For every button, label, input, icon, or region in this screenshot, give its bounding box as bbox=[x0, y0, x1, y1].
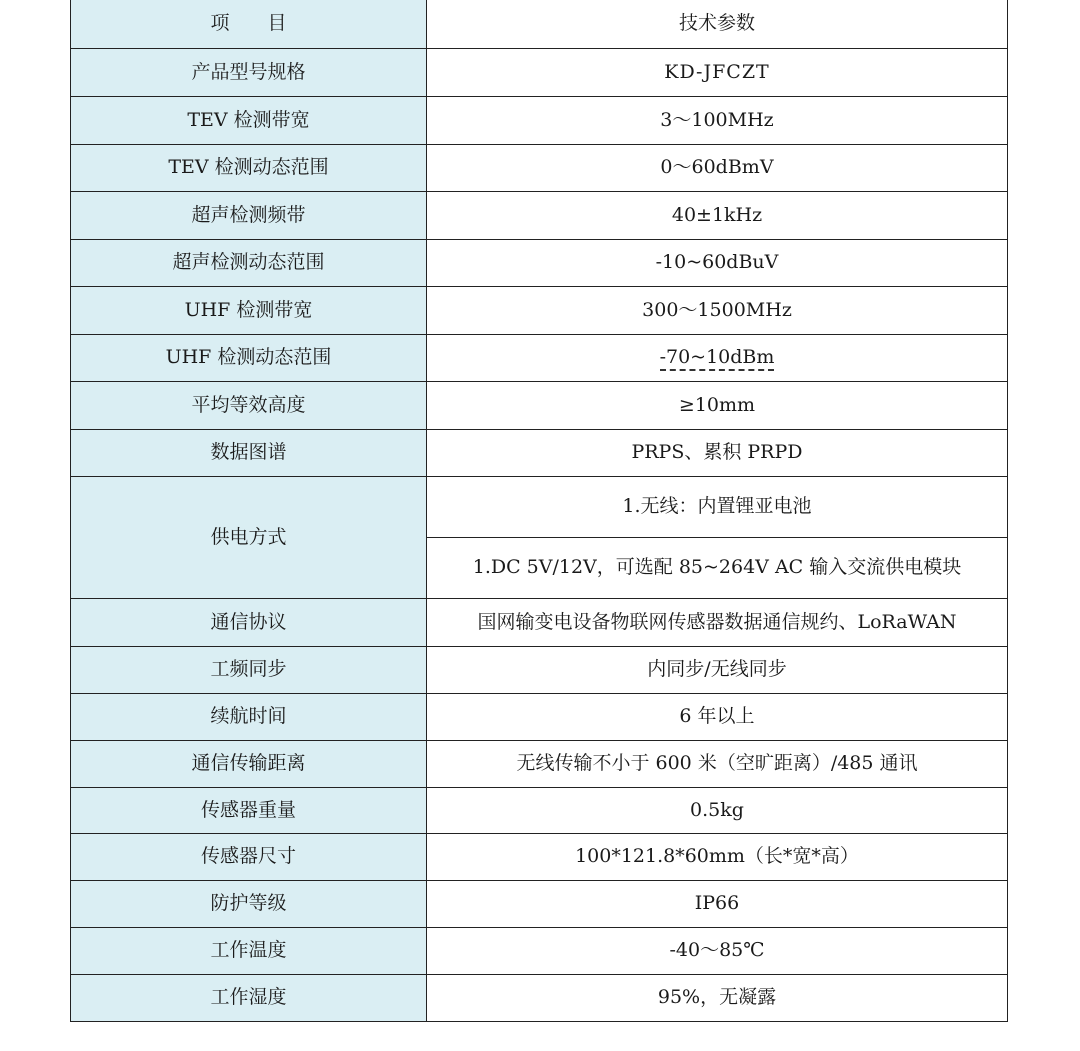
row-value: 40±1kHz bbox=[427, 191, 1008, 239]
row-value: -40～85℃ bbox=[427, 927, 1008, 974]
row-value: ≥10mm bbox=[427, 381, 1008, 429]
row-value: -10~60dBuV bbox=[427, 239, 1008, 286]
row-value: 内同步/无线同步 bbox=[427, 646, 1008, 693]
row-label: 工作湿度 bbox=[71, 974, 427, 1021]
row-label: 防护等级 bbox=[71, 880, 427, 927]
row-label: 工频同步 bbox=[71, 646, 427, 693]
table-row bbox=[71, 598, 1008, 646]
row-label: UHF 检测带宽 bbox=[71, 286, 427, 334]
row-label: 工作温度 bbox=[71, 927, 427, 974]
row-label: 续航时间 bbox=[71, 693, 427, 740]
table-row bbox=[71, 48, 1008, 96]
row-value: KD-JFCZT bbox=[427, 48, 1008, 96]
row-value: 95%，无凝露 bbox=[427, 974, 1008, 1021]
header-param: 技术参数 bbox=[427, 0, 1008, 48]
table-row bbox=[71, 429, 1008, 476]
row-label: 平均等效高度 bbox=[71, 381, 427, 429]
row-value: 1.DC 5V/12V，可选配 85~264V AC 输入交流供电模块 bbox=[427, 537, 1008, 598]
table-row bbox=[71, 476, 1008, 537]
row-label: 产品型号规格 bbox=[71, 48, 427, 96]
row-label: TEV 检测带宽 bbox=[71, 96, 427, 144]
table-row bbox=[71, 927, 1008, 974]
row-value: 3～100MHz bbox=[427, 96, 1008, 144]
spec-table bbox=[70, 0, 1008, 1022]
table-row bbox=[71, 833, 1008, 880]
table-row bbox=[71, 787, 1008, 833]
row-value: 0～60dBmV bbox=[427, 144, 1008, 191]
table-row bbox=[71, 880, 1008, 927]
table-row bbox=[71, 740, 1008, 787]
row-label: 超声检测动态范围 bbox=[71, 239, 427, 286]
row-label: 供电方式 bbox=[71, 476, 427, 598]
table-row bbox=[71, 381, 1008, 429]
row-value bbox=[427, 334, 1008, 381]
table-row bbox=[71, 286, 1008, 334]
row-label: 超声检测频带 bbox=[71, 191, 427, 239]
row-value: 国网输变电设备物联网传感器数据通信规约、LoRaWAN bbox=[427, 598, 1008, 646]
row-value: 100*121.8*60mm（长*宽*高） bbox=[427, 833, 1008, 880]
row-label: 通信协议 bbox=[71, 598, 427, 646]
row-value: 6 年以上 bbox=[427, 693, 1008, 740]
row-label: 传感器重量 bbox=[71, 787, 427, 833]
row-value: 1.无线：内置锂亚电池 bbox=[427, 476, 1008, 537]
table-row bbox=[71, 144, 1008, 191]
table-header-row bbox=[71, 0, 1008, 48]
table-row bbox=[71, 191, 1008, 239]
row-label: 通信传输距离 bbox=[71, 740, 427, 787]
table-row bbox=[71, 334, 1008, 381]
header-item: 项 目 bbox=[71, 0, 427, 48]
row-value-text: -70~10dBm bbox=[660, 346, 775, 371]
table-row bbox=[71, 646, 1008, 693]
row-value: IP66 bbox=[427, 880, 1008, 927]
table-row bbox=[71, 693, 1008, 740]
row-value: PRPS、累积 PRPD bbox=[427, 429, 1008, 476]
row-label: 数据图谱 bbox=[71, 429, 427, 476]
row-label: TEV 检测动态范围 bbox=[71, 144, 427, 191]
row-label: UHF 检测动态范围 bbox=[71, 334, 427, 381]
table-row bbox=[71, 96, 1008, 144]
row-label: 传感器尺寸 bbox=[71, 833, 427, 880]
row-value: 无线传输不小于 600 米（空旷距离）/485 通讯 bbox=[427, 740, 1008, 787]
table-row bbox=[71, 974, 1008, 1021]
table-row bbox=[71, 239, 1008, 286]
row-value: 0.5kg bbox=[427, 787, 1008, 833]
row-value: 300～1500MHz bbox=[427, 286, 1008, 334]
